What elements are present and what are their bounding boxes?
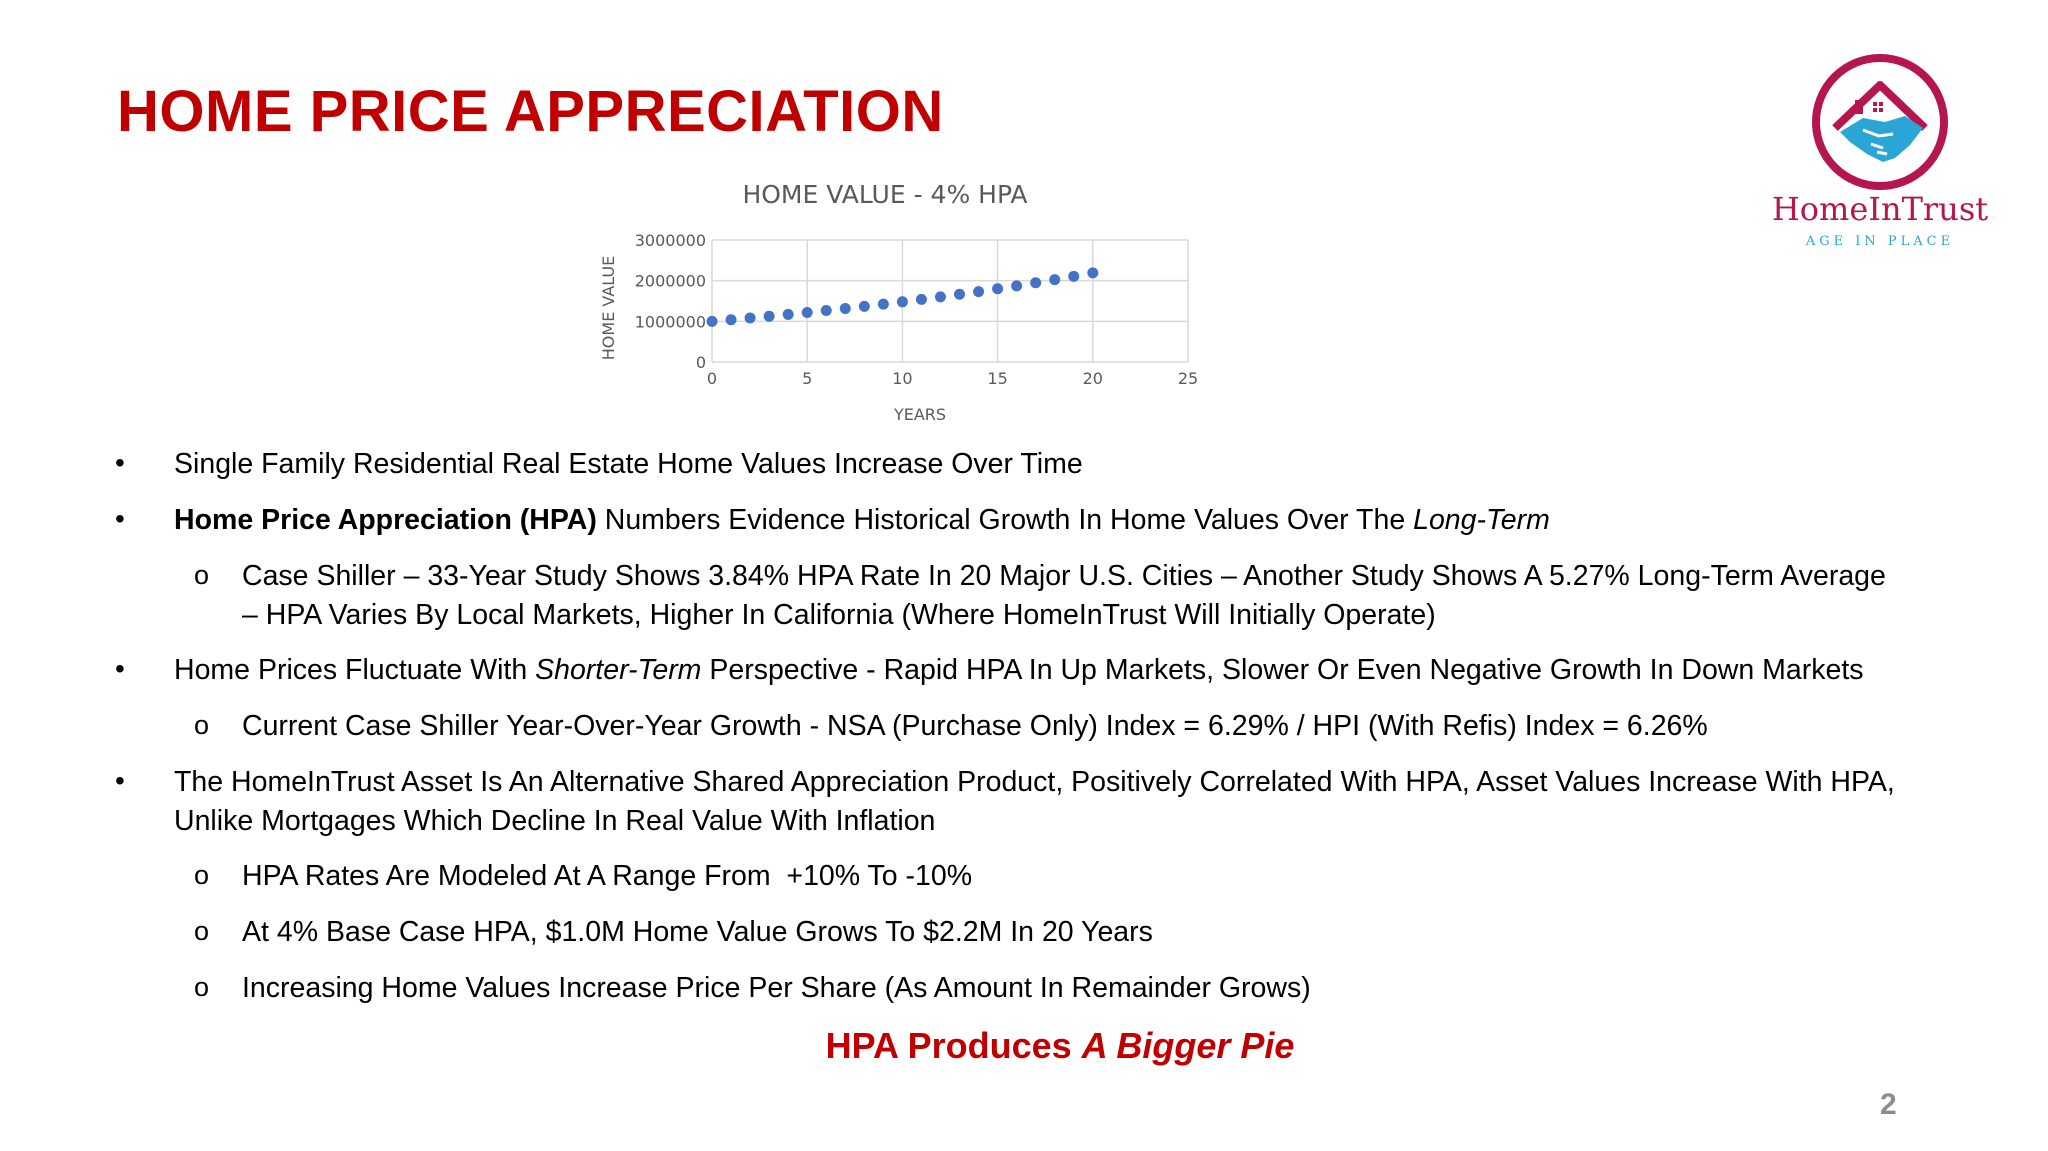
sub-bullet-marker: o (194, 560, 210, 590)
x-tick-label: 10 (892, 369, 913, 388)
y-tick-label: 3000000 (634, 231, 706, 250)
chart-y-axis-label: HOME VALUE (599, 255, 618, 361)
y-tick-label: 0 (695, 353, 706, 372)
sub-bullet-marker: o (194, 710, 210, 740)
sub-bullet-2: Current Case Shiller Year-Over-Year Growth - NSA (Purchase Only) Index = 6.29% / HPI (With Refis) Index = 6.26% (242, 710, 1708, 742)
chart-x-axis-label: YEARS (893, 405, 947, 424)
sub-bullet-1-line-1: Case Shiller – 33-Year Study Shows 3.84% HPA Rate In 20 Major U.S. Cities – Another Study Shows A 5.27% Long-Term Average (242, 560, 1886, 592)
bullet-marker: • (115, 653, 125, 684)
bullet-3-text-b: Perspective - Rapid HPA In Up Markets, Slower Or Even Negative Growth In Down Markets (701, 654, 1864, 686)
bullet-marker: • (115, 765, 125, 796)
x-tick-label: 15 (987, 369, 1008, 388)
chart-title: HOME VALUE - 4% HPA (742, 180, 1028, 209)
footer-tagline (0, 1025, 2048, 1067)
bullet-4-line-2: Unlike Mortgages Which Decline In Real Value With Inflation (174, 805, 936, 837)
sub-bullet-marker: o (194, 860, 210, 890)
footer-text: HPA Produces (825, 1025, 1082, 1066)
sub-bullet-marker: o (194, 972, 210, 1002)
logo-wordmark: HomeInTrust (1771, 190, 1989, 228)
sub-bullet-marker: o (194, 916, 210, 946)
bullet-marker: • (115, 503, 125, 534)
bullet-2 (174, 501, 1550, 540)
bullet-2-bold: Home Price Appreciation (HPA) (174, 504, 597, 536)
bullet-2-text: Numbers Evidence Historical Growth In Home Values Over The (596, 504, 1414, 536)
bullet-3-italic: Shorter-Term (535, 654, 702, 686)
page-number: 2 (1880, 1088, 1897, 1121)
y-tick-label: 2000000 (634, 271, 706, 291)
sub-bullet-5: Increasing Home Values Increase Price Per Share (As Amount In Remainder Grows) (242, 972, 1311, 1004)
bullet-4-line-1: The HomeInTrust Asset Is An Alternative Shared Appreciation Product, Positively Correlated With HPA, Asset Values Increase With HPA, (174, 766, 1895, 798)
bullet-3 (174, 651, 1864, 690)
sub-bullet-4: At 4% Base Case HPA, $1.0M Home Value Grows To $2.2M In 20 Years (242, 916, 1153, 948)
bullet-1: Single Family Residential Real Estate Home Values Increase Over Time (174, 448, 1083, 480)
sub-bullet-3: HPA Rates Are Modeled At A Range From +10% To -10% (242, 860, 973, 892)
x-tick-label: 0 (706, 369, 718, 388)
y-tick-label: 1000000 (634, 312, 706, 332)
footer-italic: A Bigger Pie (1081, 1025, 1295, 1066)
x-tick-label: 5 (802, 369, 813, 388)
bullet-marker: • (115, 447, 125, 478)
logo-tagline: AGE IN PLACE (1805, 234, 1955, 249)
bullet-2-italic: Long-Term (1413, 504, 1550, 536)
bullet-3-text-a: Home Prices Fluctuate With (174, 654, 536, 686)
sub-bullet-1-line-2: – HPA Varies By Local Markets, Higher In California (Where HomeInTrust Will Initially Operate) (242, 599, 1436, 631)
slide-title: HOME PRICE APPRECIATION (117, 79, 944, 144)
x-tick-label: 25 (1177, 369, 1199, 388)
x-tick-label: 20 (1082, 369, 1103, 388)
